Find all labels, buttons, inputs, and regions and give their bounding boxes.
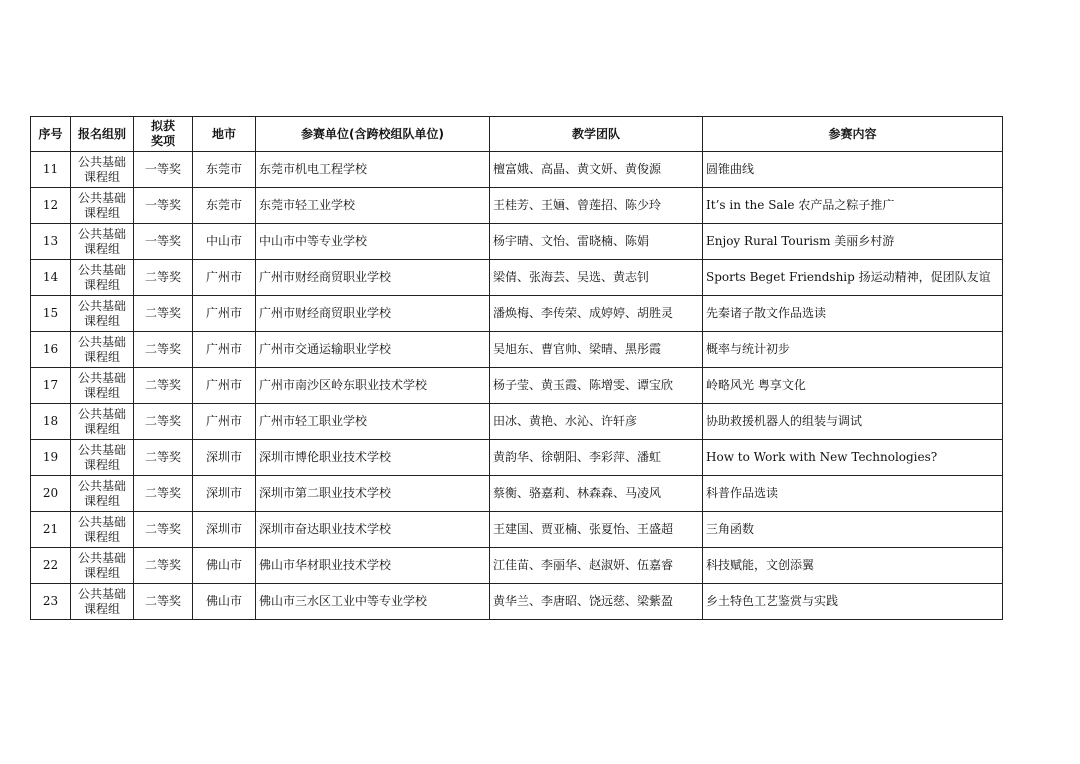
- cell-city: 东莞市: [193, 188, 256, 224]
- cell-team: 黄韵华、徐朝阳、李彩萍、潘虹: [490, 440, 703, 476]
- header-award: [134, 117, 193, 152]
- table-row: [31, 476, 1003, 512]
- cell-team: 江佳苗、李丽华、赵淑妍、伍嘉睿: [490, 548, 703, 584]
- cell-city: 广州市: [193, 404, 256, 440]
- cell-unit: 中山市中等专业学校: [256, 224, 490, 260]
- table-row: [31, 584, 1003, 620]
- cell-content: It’s in the Sale 农产品之粽子推广: [703, 188, 1003, 224]
- cell-award: 二等奖: [134, 548, 193, 584]
- cell-content: 岭略风光 粤享文化: [703, 368, 1003, 404]
- table-row: [31, 512, 1003, 548]
- cell-award: 一等奖: [134, 224, 193, 260]
- table-row: [31, 224, 1003, 260]
- cell-unit: 广州市南沙区岭东职业技术学校: [256, 368, 490, 404]
- cell-unit: 东莞市机电工程学校: [256, 152, 490, 188]
- cell-group: [71, 476, 134, 512]
- cell-seq: 19: [31, 440, 71, 476]
- cell-unit: 深圳市第二职业技术学校: [256, 476, 490, 512]
- cell-award: 二等奖: [134, 440, 193, 476]
- cell-city: 深圳市: [193, 512, 256, 548]
- cell-content: 概率与统计初步: [703, 332, 1003, 368]
- header-city: 地市: [193, 117, 256, 152]
- cell-team: 王建国、贾亚楠、张夏怡、王盛超: [490, 512, 703, 548]
- cell-group-line2: 课程组: [83, 169, 120, 184]
- cell-group: [71, 512, 134, 548]
- cell-city: 佛山市: [193, 548, 256, 584]
- awards-table: [30, 116, 1003, 620]
- cell-group: [71, 188, 134, 224]
- table-row: [31, 440, 1003, 476]
- cell-award: 二等奖: [134, 584, 193, 620]
- cell-group-line2: 课程组: [83, 493, 120, 508]
- header-unit: 参赛单位(含跨校组队单位): [256, 117, 490, 152]
- table-row: [31, 548, 1003, 584]
- cell-group-line1: 公共基础: [77, 586, 126, 601]
- cell-team: 杨宇晴、文怡、雷晓楠、陈娟: [490, 224, 703, 260]
- header-award-line1: 拟获: [150, 119, 175, 133]
- cell-team: 蔡衡、骆嘉莉、林森森、马凌风: [490, 476, 703, 512]
- cell-group-line2: 课程组: [83, 565, 120, 580]
- cell-group: [71, 404, 134, 440]
- cell-group: [71, 296, 134, 332]
- header-seq: 序号: [31, 117, 71, 152]
- cell-group-line1: 公共基础: [77, 154, 126, 169]
- cell-seq: 21: [31, 512, 71, 548]
- table-row: [31, 260, 1003, 296]
- header-group: 报名组别: [71, 117, 134, 152]
- cell-content: 圆锥曲线: [703, 152, 1003, 188]
- cell-unit: 广州市轻工职业学校: [256, 404, 490, 440]
- cell-seq: 23: [31, 584, 71, 620]
- cell-group-line2: 课程组: [83, 277, 120, 292]
- header-award-line2: 奖项: [150, 134, 175, 148]
- cell-content: Enjoy Rural Tourism 美丽乡村游: [703, 224, 1003, 260]
- cell-award: 二等奖: [134, 368, 193, 404]
- cell-group-line2: 课程组: [83, 385, 120, 400]
- cell-team: 梁倩、张海芸、吴选、黄志钊: [490, 260, 703, 296]
- cell-content: 三角函数: [703, 512, 1003, 548]
- cell-content: 科普作品选读: [703, 476, 1003, 512]
- cell-city: 广州市: [193, 368, 256, 404]
- cell-unit: 广州市财经商贸职业学校: [256, 296, 490, 332]
- cell-seq: 15: [31, 296, 71, 332]
- cell-group: [71, 440, 134, 476]
- cell-city: 东莞市: [193, 152, 256, 188]
- cell-team: 田冰、黄艳、水沁、许轩彦: [490, 404, 703, 440]
- cell-city: 佛山市: [193, 584, 256, 620]
- cell-award: 二等奖: [134, 296, 193, 332]
- cell-team: 吴旭东、曹官帅、梁晴、黑彤霞: [490, 332, 703, 368]
- cell-group: [71, 584, 134, 620]
- cell-group-line1: 公共基础: [77, 478, 126, 493]
- cell-team: 王桂芳、王婳、曾莲招、陈少玲: [490, 188, 703, 224]
- table-row: [31, 332, 1003, 368]
- cell-award: 一等奖: [134, 152, 193, 188]
- cell-award: 一等奖: [134, 188, 193, 224]
- header-team: 教学团队: [490, 117, 703, 152]
- cell-unit: 广州市财经商贸职业学校: [256, 260, 490, 296]
- cell-group-line2: 课程组: [83, 529, 120, 544]
- cell-unit: 东莞市轻工业学校: [256, 188, 490, 224]
- cell-unit: 佛山市华材职业技术学校: [256, 548, 490, 584]
- cell-award: 二等奖: [134, 260, 193, 296]
- cell-seq: 18: [31, 404, 71, 440]
- table-body: [31, 152, 1003, 620]
- cell-group-line2: 课程组: [83, 601, 120, 616]
- table-header: [31, 117, 1003, 152]
- cell-group: [71, 224, 134, 260]
- cell-seq: 12: [31, 188, 71, 224]
- cell-group-line1: 公共基础: [77, 190, 126, 205]
- cell-seq: 14: [31, 260, 71, 296]
- cell-unit: 深圳市奋达职业技术学校: [256, 512, 490, 548]
- cell-content: 科技赋能，文创添翼: [703, 548, 1003, 584]
- cell-seq: 22: [31, 548, 71, 584]
- cell-content: Sports Beget Friendship 扬运动精神，促团队友谊: [703, 260, 1003, 296]
- header-content: 参赛内容: [703, 117, 1003, 152]
- cell-city: 广州市: [193, 296, 256, 332]
- cell-content: 乡土特色工艺鉴赏与实践: [703, 584, 1003, 620]
- cell-group-line1: 公共基础: [77, 550, 126, 565]
- cell-content: 协助救援机器人的组装与调试: [703, 404, 1003, 440]
- cell-group: [71, 368, 134, 404]
- cell-unit: 广州市交通运输职业学校: [256, 332, 490, 368]
- cell-team: 潘焕梅、李传荣、成婷婷、胡胜灵: [490, 296, 703, 332]
- cell-team: 檀富娥、高晶、黄文妍、黄俊源: [490, 152, 703, 188]
- cell-seq: 16: [31, 332, 71, 368]
- cell-group-line1: 公共基础: [77, 406, 126, 421]
- cell-group: [71, 260, 134, 296]
- cell-group-line2: 课程组: [83, 205, 120, 220]
- cell-group-line2: 课程组: [83, 421, 120, 436]
- cell-team: 黄华兰、李唐昭、饶远慈、梁紫盈: [490, 584, 703, 620]
- cell-group-line1: 公共基础: [77, 514, 126, 529]
- cell-group-line1: 公共基础: [77, 334, 126, 349]
- table-row: [31, 368, 1003, 404]
- table-row: [31, 188, 1003, 224]
- cell-city: 深圳市: [193, 476, 256, 512]
- cell-content: How to Work with New Technologies?: [703, 440, 1003, 476]
- cell-group-line2: 课程组: [83, 349, 120, 364]
- cell-award: 二等奖: [134, 332, 193, 368]
- cell-seq: 11: [31, 152, 71, 188]
- cell-seq: 17: [31, 368, 71, 404]
- cell-team: 杨子莹、黄玉霞、陈增雯、谭宝欣: [490, 368, 703, 404]
- cell-group-line1: 公共基础: [77, 370, 126, 385]
- cell-unit: 佛山市三水区工业中等专业学校: [256, 584, 490, 620]
- table-row: [31, 152, 1003, 188]
- cell-city: 广州市: [193, 332, 256, 368]
- header-row: [31, 117, 1003, 152]
- cell-group-line1: 公共基础: [77, 226, 126, 241]
- cell-city: 广州市: [193, 260, 256, 296]
- cell-award: 二等奖: [134, 512, 193, 548]
- cell-group-line1: 公共基础: [77, 442, 126, 457]
- cell-group-line2: 课程组: [83, 313, 120, 328]
- cell-group-line1: 公共基础: [77, 262, 126, 277]
- table-row: [31, 404, 1003, 440]
- cell-seq: 13: [31, 224, 71, 260]
- cell-group: [71, 548, 134, 584]
- cell-group-line2: 课程组: [83, 241, 120, 256]
- cell-unit: 深圳市博伦职业技术学校: [256, 440, 490, 476]
- cell-seq: 20: [31, 476, 71, 512]
- cell-group: [71, 332, 134, 368]
- cell-content: 先秦诸子散文作品选读: [703, 296, 1003, 332]
- cell-award: 二等奖: [134, 476, 193, 512]
- cell-city: 深圳市: [193, 440, 256, 476]
- cell-group: [71, 152, 134, 188]
- cell-group-line1: 公共基础: [77, 298, 126, 313]
- cell-award: 二等奖: [134, 404, 193, 440]
- table-row: [31, 296, 1003, 332]
- cell-city: 中山市: [193, 224, 256, 260]
- cell-group-line2: 课程组: [83, 457, 120, 472]
